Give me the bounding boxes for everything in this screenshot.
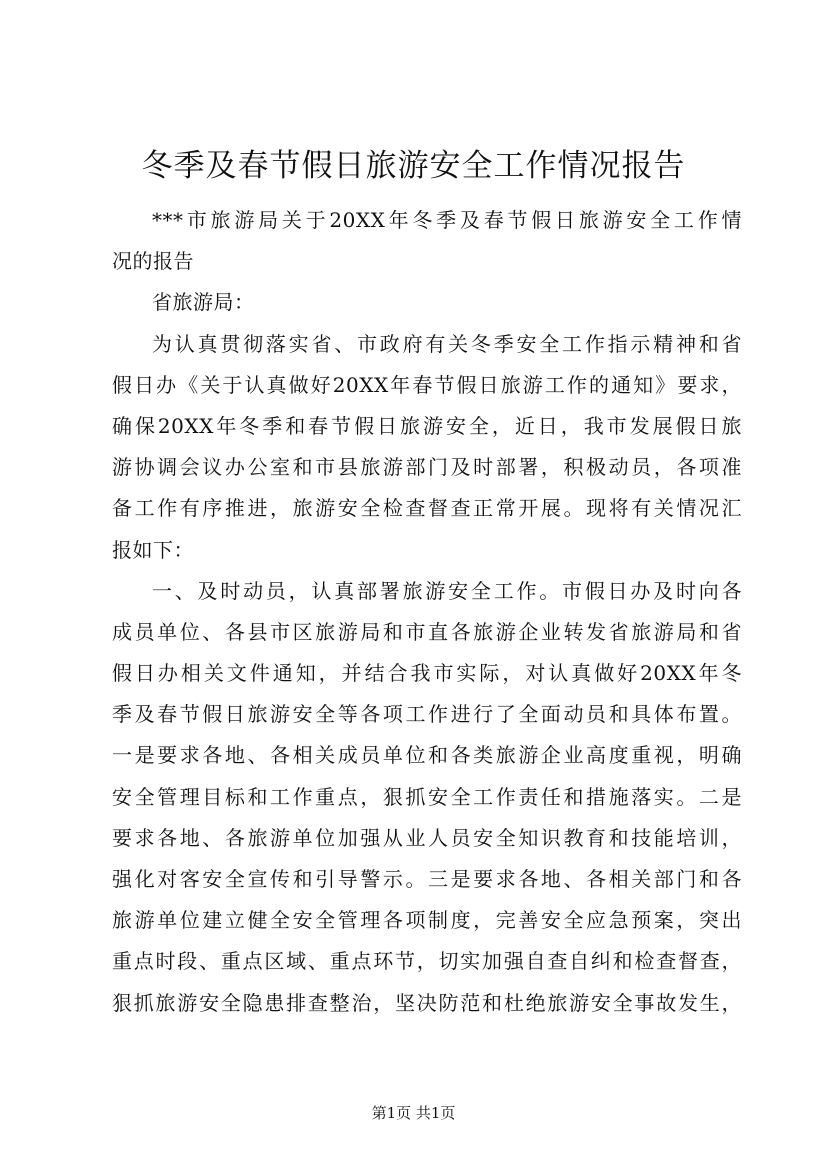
paragraph-line: 一是要求各地、各相关成员单位和各类旅游企业高度重视，明确 bbox=[112, 743, 742, 768]
paragraph-line: 假日办《关于认真做好20XX年春节假日旅游工作的通知》要求， bbox=[112, 372, 742, 397]
paragraph-line: 游协调会议办公室和市县旅游部门及时部署，积极动员，各项准 bbox=[112, 455, 742, 480]
paragraph-line: 况的报告 bbox=[112, 249, 194, 274]
paragraph-line: 重点时段、重点区域、重点环节，切实加强自查自纠和检查督查， bbox=[112, 949, 742, 974]
paragraph-line: 一、及时动员，认真部署旅游安全工作。市假日办及时向各 bbox=[152, 578, 742, 603]
page-footer: 第1页 共1页 bbox=[371, 1104, 456, 1122]
paragraph-line: 确保20XX年冬季和春节假日旅游安全，近日，我市发展假日旅 bbox=[112, 413, 742, 438]
paragraph-line: 旅游单位建立健全安全管理各项制度，完善安全应急预案，突出 bbox=[112, 908, 742, 933]
paragraph-line: 成员单位、各县市区旅游局和市直各旅游企业转发省旅游局和省 bbox=[112, 619, 742, 644]
document-body bbox=[112, 200, 742, 1024]
paragraph-line: 强化对客安全宣传和引导警示。三是要求各地、各相关部门和各 bbox=[112, 867, 742, 891]
paragraph-line: 季及春节假日旅游安全等各项工作进行了全面动员和具体布置。 bbox=[112, 702, 742, 727]
paragraph-line: 报如下： bbox=[112, 537, 194, 562]
paragraph-line: 狠抓旅游安全隐患排查整治，坚决防范和杜绝旅游安全事故发生， bbox=[112, 990, 742, 1015]
paragraph-line: 备工作有序推进，旅游安全检查督查正常开展。现将有关情况汇 bbox=[112, 496, 742, 521]
paragraph-line: 要求各地、各旅游单位加强从业人员安全知识教育和技能培训， bbox=[112, 825, 742, 850]
paragraph-line: 为认真贯彻落实省、市政府有关冬季安全工作指示精神和省 bbox=[152, 331, 742, 356]
document-title: 冬季及春节假日旅游安全工作情况报告 bbox=[141, 148, 686, 184]
paragraph-line: 假日办相关文件通知，并结合我市实际，对认真做好20XX年冬 bbox=[112, 661, 742, 686]
paragraph-line: ***市旅游局关于20XX年冬季及春节假日旅游安全工作情 bbox=[152, 208, 742, 232]
paragraph-line: 安全管理目标和工作重点，狠抓安全工作责任和措施落实。二是 bbox=[112, 784, 742, 809]
paragraph-line: 省旅游局： bbox=[152, 290, 255, 315]
